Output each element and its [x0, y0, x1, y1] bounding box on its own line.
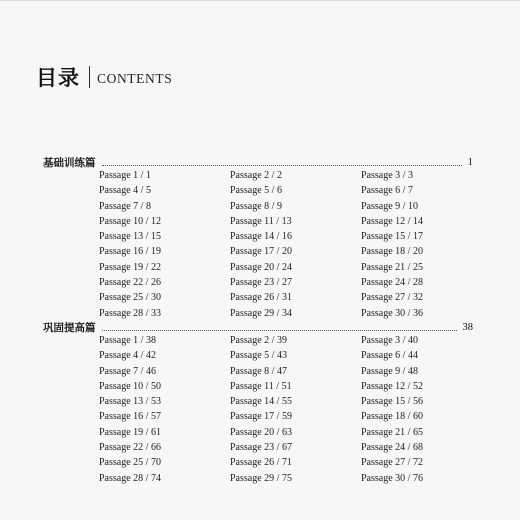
- toc-entry[interactable]: Passage 4 / 42: [99, 350, 156, 362]
- toc-entry[interactable]: Passage 5 / 6: [230, 185, 282, 197]
- toc-entry[interactable]: Passage 22 / 26: [99, 277, 161, 289]
- page-title-en: CONTENTS: [97, 71, 173, 86]
- toc-entry[interactable]: Passage 4 / 5: [99, 185, 151, 197]
- toc-entry[interactable]: Passage 30 / 76: [361, 472, 423, 484]
- toc-entry[interactable]: Passage 7 / 8: [99, 200, 151, 212]
- toc-entry[interactable]: Passage 6 / 44: [361, 350, 418, 362]
- toc-grid-basic: [99, 170, 444, 323]
- toc-entry[interactable]: Passage 27 / 72: [361, 457, 423, 469]
- section-title: 巩固提高篇: [43, 321, 96, 334]
- toc-entry[interactable]: Passage 28 / 33: [99, 307, 161, 319]
- section-header-advanced[interactable]: [43, 320, 473, 334]
- toc-entry[interactable]: Passage 15 / 17: [361, 231, 423, 243]
- toc-entry[interactable]: Passage 12 / 14: [361, 215, 423, 227]
- toc-entry[interactable]: Passage 25 / 70: [99, 457, 161, 469]
- toc-entry[interactable]: Passage 23 / 67: [230, 442, 292, 454]
- toc-entry[interactable]: Passage 5 / 43: [230, 350, 287, 362]
- toc-entry[interactable]: Passage 11 / 13: [230, 215, 292, 227]
- toc-entry[interactable]: Passage 30 / 36: [361, 307, 423, 319]
- toc-entry[interactable]: Passage 14 / 55: [230, 396, 292, 408]
- toc-entry[interactable]: Passage 17 / 20: [230, 246, 292, 258]
- toc-entry[interactable]: Passage 1 / 38: [99, 335, 156, 346]
- toc-entry[interactable]: Passage 19 / 22: [99, 261, 161, 273]
- section-header-basic[interactable]: [43, 155, 473, 169]
- section-page-number: 38: [462, 321, 473, 333]
- toc-entry[interactable]: Passage 13 / 15: [99, 231, 161, 243]
- toc-entry[interactable]: Passage 3 / 40: [361, 335, 418, 346]
- dot-leader: [102, 330, 457, 331]
- toc-entry[interactable]: Passage 1 / 1: [99, 170, 151, 181]
- toc-entry[interactable]: Passage 3 / 3: [361, 170, 413, 181]
- toc-entry[interactable]: Passage 23 / 27: [230, 277, 292, 289]
- toc-entry[interactable]: Passage 26 / 71: [230, 457, 292, 469]
- toc-entry[interactable]: Passage 7 / 46: [99, 365, 156, 377]
- toc-entry[interactable]: Passage 28 / 74: [99, 472, 161, 484]
- section-title: 基础训练篇: [43, 156, 96, 169]
- toc-entry[interactable]: Passage 29 / 34: [230, 307, 292, 319]
- toc-entry[interactable]: Passage 20 / 63: [230, 426, 292, 438]
- toc-entry[interactable]: Passage 6 / 7: [361, 185, 413, 197]
- toc-entry[interactable]: Passage 26 / 31: [230, 292, 292, 304]
- toc-entry[interactable]: Passage 8 / 9: [230, 200, 282, 212]
- toc-entry[interactable]: Passage 18 / 60: [361, 411, 423, 423]
- toc-entry[interactable]: Passage 12 / 52: [361, 380, 423, 392]
- toc-entry[interactable]: Passage 15 / 56: [361, 396, 423, 408]
- toc-entry[interactable]: Passage 8 / 47: [230, 365, 287, 377]
- toc-entry[interactable]: Passage 10 / 50: [99, 380, 161, 392]
- toc-entry[interactable]: Passage 10 / 12: [99, 215, 161, 227]
- dot-leader: [102, 165, 462, 166]
- section-page-number: 1: [467, 156, 473, 168]
- toc-grid-advanced: [99, 335, 444, 488]
- toc-entry[interactable]: Passage 22 / 66: [99, 442, 161, 454]
- toc-entry[interactable]: Passage 17 / 59: [230, 411, 292, 423]
- toc-entry[interactable]: Passage 29 / 75: [230, 472, 292, 484]
- title-divider: [89, 66, 90, 88]
- toc-entry[interactable]: Passage 9 / 48: [361, 365, 418, 377]
- toc-entry[interactable]: Passage 27 / 32: [361, 292, 423, 304]
- toc-entry[interactable]: Passage 2 / 2: [230, 170, 282, 181]
- toc-entry[interactable]: Passage 20 / 24: [230, 261, 292, 273]
- toc-entry[interactable]: Passage 24 / 28: [361, 277, 423, 289]
- top-rule: [0, 0, 520, 1]
- toc-entry[interactable]: Passage 13 / 53: [99, 396, 161, 408]
- toc-entry[interactable]: Passage 21 / 65: [361, 426, 423, 438]
- toc-entry[interactable]: Passage 16 / 57: [99, 411, 161, 423]
- toc-entry[interactable]: Passage 9 / 10: [361, 200, 418, 212]
- toc-entry[interactable]: Passage 14 / 16: [230, 231, 292, 243]
- page-header: [36, 62, 172, 92]
- toc-entry[interactable]: Passage 18 / 20: [361, 246, 423, 258]
- toc-entry[interactable]: Passage 19 / 61: [99, 426, 161, 438]
- toc-entry[interactable]: Passage 21 / 25: [361, 261, 423, 273]
- toc-entry[interactable]: Passage 16 / 19: [99, 246, 161, 258]
- page-title-cn: 目录: [36, 66, 80, 90]
- toc-entry[interactable]: Passage 24 / 68: [361, 442, 423, 454]
- toc-entry[interactable]: Passage 25 / 30: [99, 292, 161, 304]
- toc-entry[interactable]: Passage 11 / 51: [230, 380, 292, 392]
- toc-entry[interactable]: Passage 2 / 39: [230, 335, 287, 346]
